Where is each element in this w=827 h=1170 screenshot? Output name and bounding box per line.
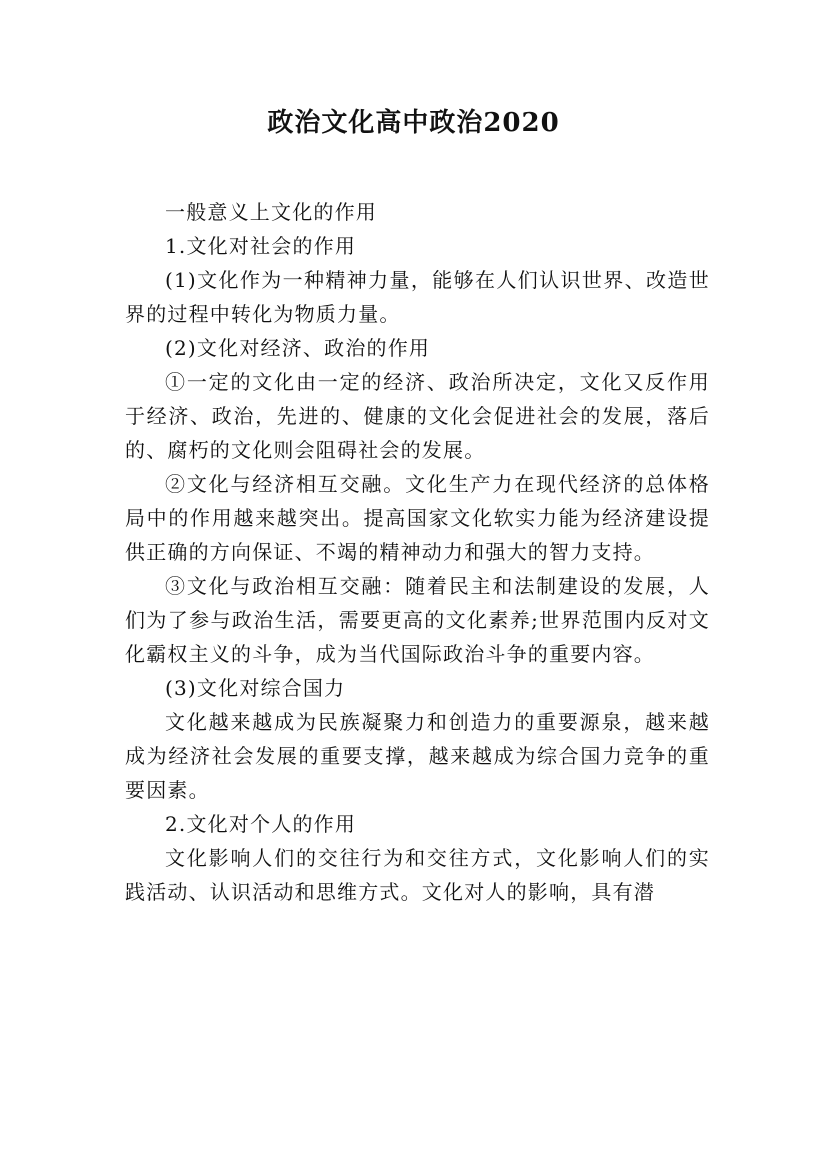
- paragraph-item-2: (2)文化对经济、政治的作用: [165, 336, 431, 360]
- paragraph-item-3: (3)文化对综合国力: [165, 676, 346, 700]
- paragraph-section-1: 1.文化对社会的作用: [165, 234, 357, 258]
- paragraph-section-2: 2.文化对个人的作用: [165, 812, 357, 836]
- paragraph-point-3: ③文化与政治相互交融：随着民主和法制建设的发展，人们为了参与政治生活，需要更高的文化素养;世界范围内反对文化霸权主义的斗争，成为当代国际政治斗争的重要内容。: [125, 574, 710, 666]
- paragraph-national-power: 文化越来越成为民族凝聚力和创造力的重要源泉，越来越成为经济社会发展的重要支撑，越来越成为综合国力竞争的重要因素。: [125, 710, 710, 802]
- paragraph-individual-role: 文化影响人们的交往行为和交往方式，文化影响人们的实践活动、认识活动和思维方式。文化对人的影响，具有潜: [125, 846, 710, 904]
- paragraph-point-2: ②文化与经济相互交融。文化生产力在现代经济的总体格局中的作用越来越突出。提高国家文化软实力能为经济建设提供正确的方向保证、不竭的精神动力和强大的智力支持。: [125, 472, 710, 564]
- document-title: 政治文化高中政治2020: [267, 108, 560, 138]
- paragraph-heading-general-role: 一般意义上文化的作用: [165, 200, 377, 224]
- paragraph-item-1: (1)文化作为一种精神力量，能够在人们认识世界、改造世界的过程中转化为物质力量。: [125, 268, 710, 326]
- paragraph-point-1: ①一定的文化由一定的经济、政治所决定，文化又反作用于经济、政治，先进的、健康的文化会促进社会的发展，落后的、腐朽的文化则会阻碍社会的发展。: [125, 370, 710, 462]
- document-body: [125, 195, 710, 909]
